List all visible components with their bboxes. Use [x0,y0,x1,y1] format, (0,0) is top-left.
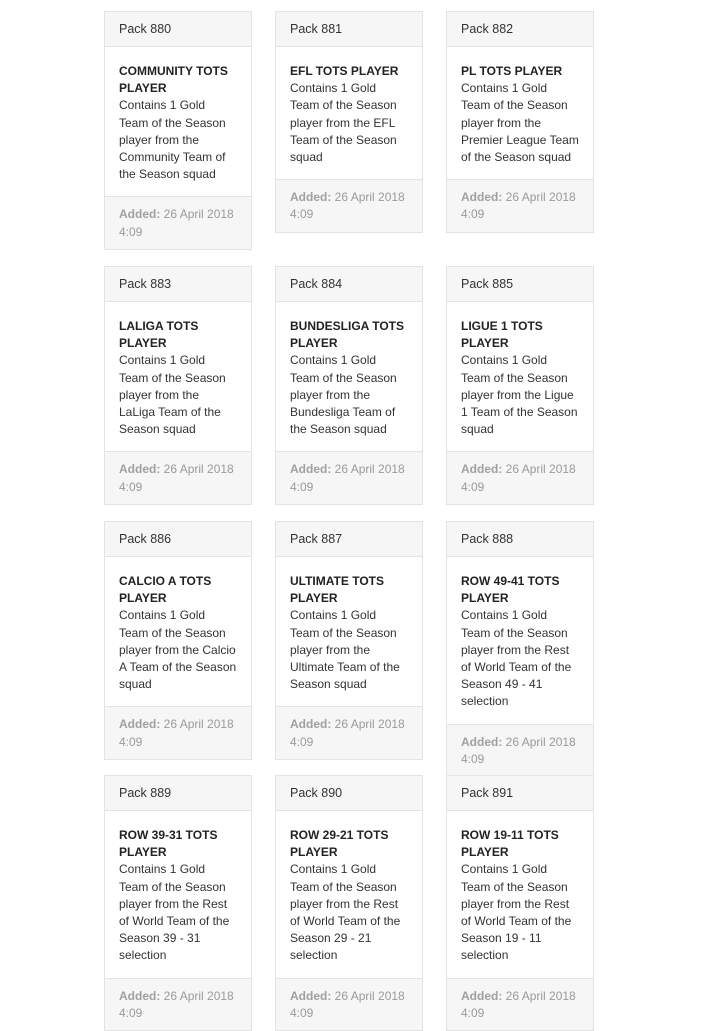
pack-body [105,302,251,451]
pack-added [276,179,422,231]
pack-body [276,557,422,706]
pack-added [276,706,422,758]
pack-number: Pack 883 [105,267,251,302]
pack-added [105,451,251,503]
pack-added [105,196,251,248]
pack-card[interactable] [104,521,252,760]
added-date: 26 April 2018 4:09 [461,734,576,766]
added-label: Added: [461,462,503,477]
pack-body [276,302,422,451]
pack-card[interactable] [446,266,594,505]
pack-card[interactable] [275,266,423,505]
pack-description: Contains 1 Gold Team of the Season player from the Calcio A Team of the Season squad [119,608,237,692]
pack-description: Contains 1 Gold Team of the Season player from the Rest of World Team of the Season 39 - 31 selection [119,862,230,963]
pack-added [447,451,593,503]
added-label: Added: [290,462,332,477]
pack-title: EFL TOTS PLAYER [290,64,399,78]
pack-added [276,978,422,1030]
added-label: Added: [290,190,332,205]
pack-card[interactable] [104,266,252,505]
pack-number: Pack 881 [276,12,422,47]
pack-added [276,451,422,503]
added-label: Added: [119,207,161,222]
pack-card[interactable] [446,521,594,777]
added-date: 26 April 2018 4:09 [461,988,576,1020]
pack-description: Contains 1 Gold Team of the Season player from the Ligue 1 Team of the Season squad [461,353,578,437]
pack-number: Pack 891 [447,776,593,811]
added-label: Added: [290,717,332,732]
pack-number: Pack 889 [105,776,251,811]
pack-title: PL TOTS PLAYER [461,64,563,78]
added-date: 26 April 2018 4:09 [290,717,405,749]
added-date: 26 April 2018 4:09 [119,207,234,239]
pack-body [105,47,251,196]
pack-description: Contains 1 Gold Team of the Season player from the Rest of World Team of the Season 19 - 11 selection [461,862,572,963]
pack-card[interactable] [275,11,423,233]
pack-added [447,179,593,231]
pack-description: Contains 1 Gold Team of the Season player from the Ultimate Team of the Season squad [290,608,400,692]
pack-description: Contains 1 Gold Team of the Season player from the EFL Team of the Season squad [290,81,397,165]
pack-body [105,557,251,706]
pack-card[interactable] [446,775,594,1031]
pack-number: Pack 880 [105,12,251,47]
pack-description: Contains 1 Gold Team of the Season player from the Rest of World Team of the Season 49 - 41 selection [461,608,572,709]
pack-card[interactable] [275,775,423,1031]
pack-title: ULTIMATE TOTS PLAYER [290,574,384,606]
added-date: 26 April 2018 4:09 [119,717,234,749]
pack-description: Contains 1 Gold Team of the Season player from the Premier League Team of the Season squad [461,81,579,165]
pack-title: ROW 39-31 TOTS PLAYER [119,828,218,860]
pack-number: Pack 886 [105,522,251,557]
pack-number: Pack 885 [447,267,593,302]
pack-number: Pack 882 [447,12,593,47]
pack-title: COMMUNITY TOTS PLAYER [119,64,228,96]
added-date: 26 April 2018 4:09 [290,462,405,494]
pack-card[interactable] [275,521,423,760]
added-label: Added: [461,190,503,205]
added-label: Added: [461,988,503,1003]
pack-added [105,978,251,1030]
added-label: Added: [119,988,161,1003]
pack-title: CALCIO A TOTS PLAYER [119,574,212,606]
pack-title: ROW 19-11 TOTS PLAYER [461,828,559,860]
pack-body [105,811,251,978]
added-label: Added: [119,462,161,477]
pack-body [447,47,593,179]
pack-title: LIGUE 1 TOTS PLAYER [461,319,543,351]
added-date: 26 April 2018 4:09 [119,462,234,494]
pack-description: Contains 1 Gold Team of the Season player from the Rest of World Team of the Season 29 - 21 selection [290,862,401,963]
pack-added [447,978,593,1030]
pack-added [447,724,593,776]
pack-number: Pack 890 [276,776,422,811]
pack-body [447,811,593,978]
pack-body [276,47,422,179]
pack-number: Pack 884 [276,267,422,302]
pack-title: LALIGA TOTS PLAYER [119,319,199,351]
pack-number: Pack 888 [447,522,593,557]
added-date: 26 April 2018 4:09 [290,190,405,222]
pack-title: BUNDESLIGA TOTS PLAYER [290,319,405,351]
added-date: 26 April 2018 4:09 [290,988,405,1020]
pack-added [105,706,251,758]
pack-number: Pack 887 [276,522,422,557]
added-date: 26 April 2018 4:09 [461,190,576,222]
pack-body [276,811,422,978]
pack-card[interactable] [104,775,252,1031]
pack-title: ROW 49-41 TOTS PLAYER [461,574,560,606]
added-label: Added: [119,717,161,732]
pack-body [447,557,593,724]
added-date: 26 April 2018 4:09 [119,988,234,1020]
pack-body [447,302,593,451]
pack-description: Contains 1 Gold Team of the Season player from the LaLiga Team of the Season squad [119,353,226,437]
pack-description: Contains 1 Gold Team of the Season player from the Community Team of the Season squad [119,98,226,182]
added-date: 26 April 2018 4:09 [461,462,576,494]
added-label: Added: [290,988,332,1003]
pack-card[interactable] [104,11,252,250]
pack-description: Contains 1 Gold Team of the Season player from the Bundesliga Team of the Season squad [290,353,397,437]
added-label: Added: [461,734,503,749]
pack-card[interactable] [446,11,594,233]
pack-title: ROW 29-21 TOTS PLAYER [290,828,389,860]
